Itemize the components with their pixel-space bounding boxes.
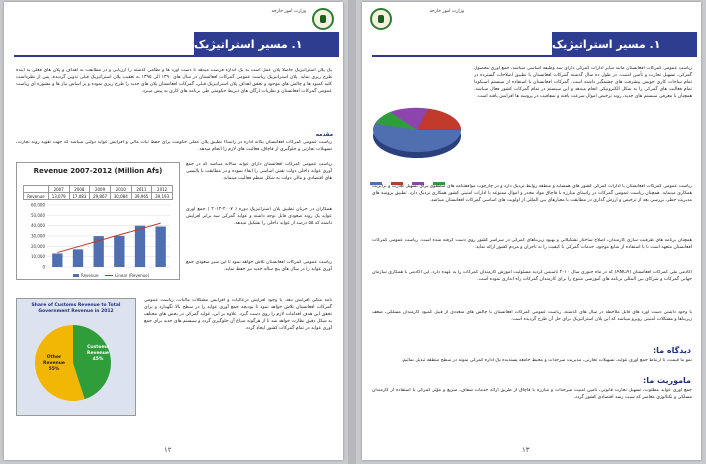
revenue-chart <box>16 162 180 280</box>
intro-paragraph: یک پلان استراتیژیک حاصلاً پلان عمل است به یک اندازه فرصت میدهد تا دست آورد ها و نظامی گذشته را ارزیابی و در مطابقت به اهداف و پلان های فعلی به آینده طرح ریزی نماید. پلان استراتیژیک ریاست عمومی گمرکات افغانستان در سال های ۱۳۹۰ الی ۱۳۹۵ به تعقیب پلان استراتیژیک قبلی تدوین گردیده، پس از نظرداشت کلیه کمبود ها و چالش های موجود و تحقق اهداف پلان استراتیژیک قبلی، گمرکات افغانستان پلان های جدید را طرح ریزی نموده و بر اساس نیاز ها و مشوره ای ریاست عمومی گمرکات افغانستان و نظریات ارگان های ذیربط حکومتی طی برنامه های کاری به پیش میبرد. <box>16 68 332 94</box>
revenue-table <box>23 185 173 200</box>
revenue-bar-plot <box>17 199 177 285</box>
y-tick-label: 30,000 <box>31 233 45 239</box>
section-heading: مقدمه <box>315 132 333 138</box>
chart-title: Revenue 2007-2012 (Million Afs) <box>33 167 163 175</box>
side-paragraph-3: ریاست عمومی گمرکات افغانستان تلاش خواهد نمود تا این سیر صعودی جمع آوری عواید را در سال های پنج ساله جدید نیز حفظ نماید. <box>186 260 332 272</box>
book-spine <box>348 0 356 464</box>
pie-plot <box>17 315 135 415</box>
legend-trend-label: Linear (Revenue) <box>115 273 150 278</box>
header-divider <box>14 55 339 57</box>
y-tick-label: 0 <box>42 264 45 270</box>
table-cell: 29,867 <box>90 193 111 200</box>
revenue-bar <box>156 227 166 267</box>
pie-label-customs: Customs Revenue 45% <box>87 345 109 362</box>
bottom-paragraph: نامه متکی افزایش دهد. با وجود افزایش درعالیات و افزایش مشکلات مالیات، ریاست عمومی گمرکات افغانستان تلاش خواهد نمود تا بودیجه جمع آوری عواید را در سطح بالا نگهدارد و برای تحقق این هدف اقدامات لازم را روی دست گیرد. علاوه بر این، عواید گمرکی در بخش های مختلف به شکل دقیق نظارت خواهد شد تا از هرگونه ضیاع آن جلوگیری گردد و سیستم های جدید برای جمع آوری عواید در تمام گمرکات کشور ایجاد گردد. <box>144 298 332 331</box>
side-paragraph-1: ریاست عمومی گمرکات افغانستان دارای عواید سالانه میباشد که در جمع آوری عواید داخلی دولت نقش اساسی را ایفاء نموده و در مطابقت با پالیسی های اقتصادی و مالی دولت به شکل منظم فعالیت مینماید. <box>186 162 332 181</box>
table-cell: 2009 <box>90 186 111 193</box>
mission-heading: ماموریت ما: <box>643 376 691 385</box>
page-header: ١. مسیر استراتیژیک <box>552 32 697 56</box>
revenue-bar <box>52 253 62 267</box>
revenue-bar <box>73 249 83 267</box>
y-tick-label: 40,000 <box>31 223 45 229</box>
page-number: ١٢ <box>164 446 172 454</box>
table-cell: 2011 <box>131 186 152 193</box>
customs-share-pie <box>16 298 136 416</box>
table-header-row <box>24 186 173 193</box>
revenue-bar <box>135 226 145 267</box>
paragraph-2: ریاست عمومی گمرکات افغانستان با ادارات گمرکی کشور های همسایه و منطقه روابط نزدیک دارد و در چارچوب موافقتنامه های منطقوی برای تسهیل تجارت و ترانزیت همکاری مینماید. همچنان ریاست عمومی گمرکات در راستای مبارزه با قاچاق مواد مخدر و اموال ممنوعه با ادارات امنیتی کشور همکاری نزدیک دارد. تطبیق پروسه های مدیریت خطر، بررسی بعد از ترخیص و ارزش گذاری در مطابقت با معیارهای بین المللی از اولویت های اساسی گمرکات افغانستان میباشد. <box>372 184 692 203</box>
legend-revenue-swatch <box>73 274 79 277</box>
vision-heading: دیدگاه ما: <box>652 346 691 355</box>
table-cell: 30,084 <box>110 193 131 200</box>
table-cell <box>24 186 49 193</box>
table-cell: 13,079 <box>48 193 69 200</box>
ministry-name: وزارت امور خارجه <box>429 9 464 14</box>
decorative-3d-pie <box>368 96 466 166</box>
table-cell: 2010 <box>110 186 131 193</box>
y-tick-label: 50,000 <box>31 212 45 218</box>
table-cell: 39,193 <box>152 193 173 200</box>
header-divider <box>372 55 697 57</box>
emblem-icon <box>312 8 334 30</box>
y-tick-label: 60,000 <box>31 202 45 208</box>
mission-text: جمع آوری عواید مطلوب، تسهیل تجارت قانونی، تأمین امنیت سرحدات و مبارزه با قاچاق از طریق ارائه خدمات شفاف، سریع و مؤثر گمرکی با استفاده از کارمندان مسلکی و تکنالوژی معاصر که سبب رشد اقتصادی کشور گردد. <box>372 388 692 400</box>
pie-legend <box>370 170 470 175</box>
right-page <box>362 2 701 460</box>
section-paragraph: ریاست عمومی گمرکات افغانستان یگانه اداره در راستاء تطبیق پلان عملی حکومت برای حفظ ثبات مالی و افزایش عواید دولتی میباشد که جهت تقویه روند تجارت، تسهیلات تجارتی و جلوگیری از قاچاق، فعالیت های لازم را انجام میدهد. <box>16 140 332 152</box>
table-cell: 2008 <box>69 186 90 193</box>
vision-text: نمو ما قیمت، تا ارتباط جمع آوری عواید، تسهیلات تجارتی، مدیریت سرحدات و محیط جامعه پسندیده یک اداره گمرکی نمونه در سطح منطقه تبدیل نمائیم. <box>401 358 692 363</box>
table-row-label: Revenue <box>24 193 49 200</box>
paragraph-1: ریاست عمومی گمرکات افغانستان مانند سایر ادارات گمرکی دارای سه وظیفه اساسی میباشد، جمع آوری محصول گمرکی، تسهیل تجارت و تأمین امنیت. در طول ده سال گذشته گمرکات افغانستان با تطبیق اصلاحات گسترده در تمام ساحات کاری خویش پیشرفت های چشمگیر داشته است. گمرکات افغانستان با استفاده از سیستم اسیکودا تمام فعالیت های گمرکی را به شکل الکترونیکی انجام میدهد و این سیستم در تمام گمرکات کشور فعال میباشد. همچنان با معرفی سیستم های جدید، روند ترخیص اموال سرعت یافته و شفافیت در پروسه ها افزایش یافته است. <box>474 66 692 99</box>
legend-revenue-label: Revenue <box>81 273 99 278</box>
page-header: ١. مسیر استراتیژیک <box>194 32 339 56</box>
table-cell: 39,965 <box>131 193 152 200</box>
paragraph-4: اکادمی ملی گمرکات افغانستان (ANCA) که در ماه جنوری سال ۲۰۱۰ تأسیس گردید مسئولیت آموزش کارمندان گمرکات را به عهده دارد. این اکادمی با همکاری سازمان جهانی گمرکات و شرکای بین المللی برنامه های آموزشی متنوع را برای کارمندان گمرکات راه اندازی نموده است. <box>372 270 692 282</box>
y-tick-label: 10,000 <box>31 254 45 260</box>
pie-label-other: Other Revenue 55% <box>43 355 65 372</box>
table-cell: 2007 <box>48 186 69 193</box>
page-number: ١٣ <box>522 446 530 454</box>
emblem-icon <box>370 8 392 30</box>
table-cell: 17,083 <box>69 193 90 200</box>
side-paragraph-2: همکاران در جریان تطبیق پلان استراتیژیک دوره ( ۲۰۰۷-۲۰۱۲ ) جمع آوری عواید یک روند صعودی قابل توجه داشته و عواید گمرکی سه برابر افزایش داشته که ۵۵ درصد از عواید داخلی را تشکیل میدهد. <box>186 207 332 226</box>
pie-title: Share of Customs Revenue to Total Government Revenue in 2012 <box>31 303 121 314</box>
ministry-name: وزارت امور خارجه <box>271 9 306 14</box>
y-tick-label: 20,000 <box>31 243 45 249</box>
paragraph-5: با وجود داشتن دست آورد های قابل ملاحظه در سال های گذشته، ریاست عمومی گمرکات افغانستان با چالش های متعددی از قبیل کمبود کارمندان مسلکی، ضعف زیربناها و مشکلات امنیتی روبرو میباشد که این پلان استراتیژیک برای حل آن طرح گردیده است. <box>372 310 692 322</box>
table-cell: 2012 <box>152 186 173 193</box>
left-page <box>4 2 343 460</box>
paragraph-3: همچنان برنامه های ظرفیت سازی کارمندان، اصلاح ساختار تشکیلاتی و بهبود زیربناهای گمرکی در سراسر کشور روی دست گرفته شده است. ریاست عمومی گمرکات افغانستان متعهد است تا با استفاده از منابع موجود، خدمات گمرکی با کیفیت را به تاجران و مردم کشور ارائه نماید. <box>372 238 692 250</box>
revenue-bar <box>114 236 124 267</box>
